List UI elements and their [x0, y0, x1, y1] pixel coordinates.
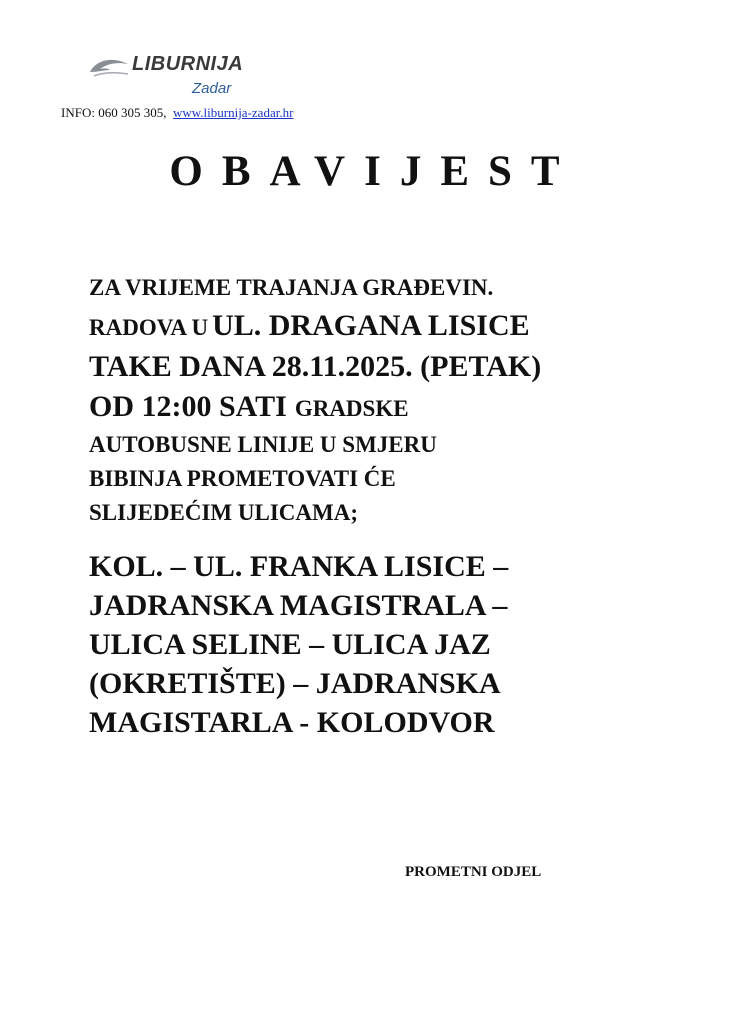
notice-line-1: ZA VRIJEME TRAJANJA GRAĐEVIN.	[89, 275, 494, 300]
website-link[interactable]: www.liburnija-zadar.hr	[172, 105, 294, 120]
route-line-4: (OKRETIŠTE) – JADRANSKA	[89, 667, 501, 700]
notice-line-6: BIBINJA PROMETOVATI ĆE	[89, 466, 396, 491]
notice-line-4	[89, 392, 409, 422]
notice-line-5: AUTOBUSNE LINIJE U SMJERU	[89, 432, 437, 457]
route-line-2: JADRANSKA MAGISTRALA –	[89, 589, 508, 622]
liburnija-logo	[88, 52, 258, 102]
route-line-3: ULICA SELINE – ULICA JAZ	[89, 628, 491, 661]
route-line-5: MAGISTARLA - KOLODVOR	[89, 706, 495, 739]
notice-line-2-large: UL. DRAGANA LISICE	[212, 309, 530, 342]
route-line-1: KOL. – UL. FRANKA LISICE –	[89, 550, 509, 583]
department-signature: PROMETNI ODJEL	[405, 864, 542, 880]
logo-subtext: Zadar	[192, 80, 232, 97]
notice-line-2-small: RADOVA U	[89, 315, 209, 340]
notice-line-4-small: GRADSKE	[294, 396, 409, 421]
info-line	[61, 105, 293, 121]
info-phone: INFO: 060 305 305,	[61, 105, 167, 120]
dolphin-icon	[88, 56, 130, 78]
logo-wordmark: LIBURNIJA	[132, 53, 244, 75]
page-title: OBAVIJEST	[169, 148, 579, 195]
notice-line-7: SLIJEDEĆIM ULICAMA;	[89, 500, 358, 525]
notice-line-2	[89, 311, 530, 341]
notice-line-4-large: OD 12:00 SATI	[89, 390, 287, 423]
notice-line-3: TAKE DANA 28.11.2025. (PETAK)	[89, 350, 542, 383]
